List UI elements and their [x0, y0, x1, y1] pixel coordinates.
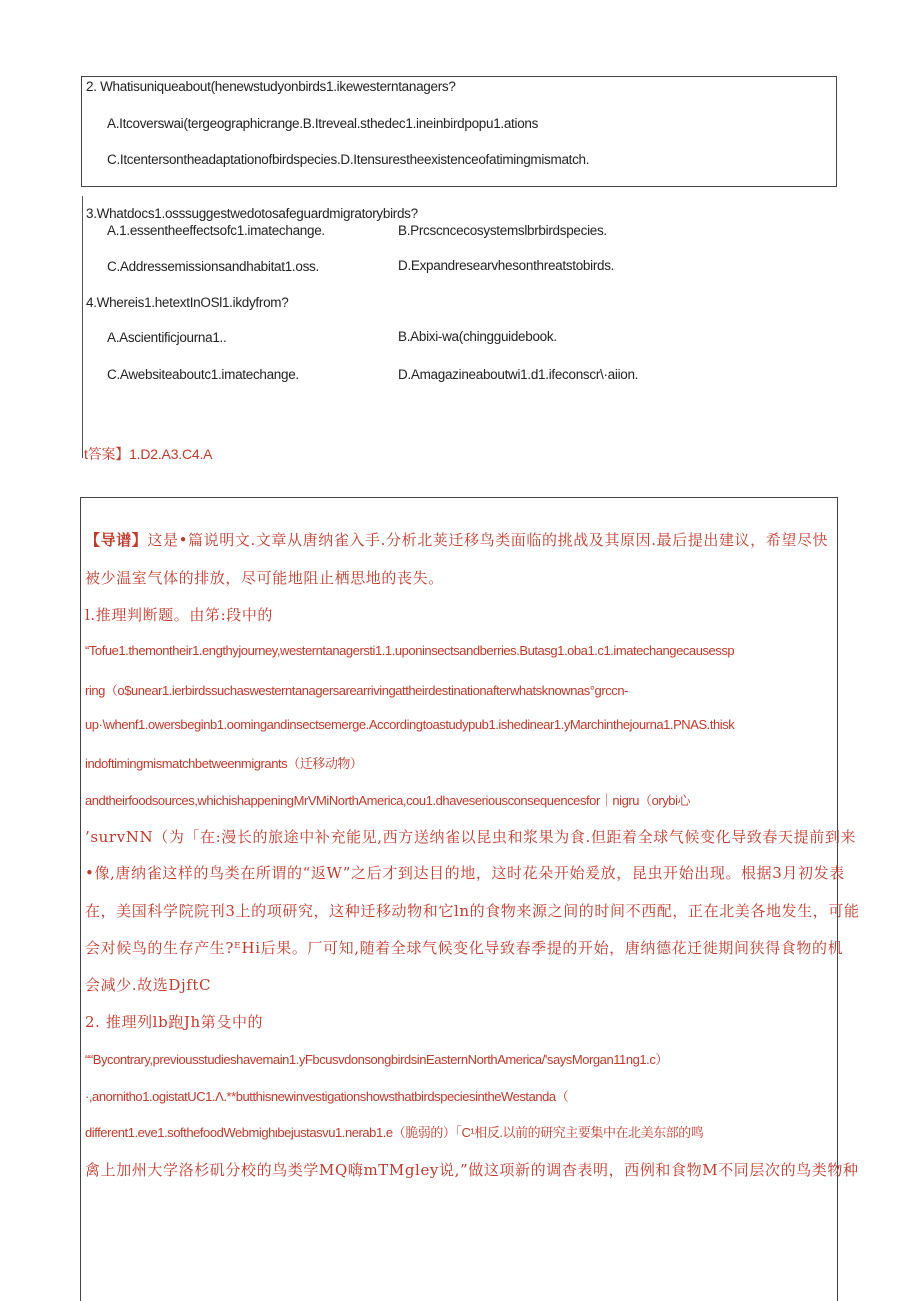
analysis-p2-chinese-1: 禽上加州大学洛杉矶分校的鸟类学MQ嗨mTMgley说,”做这项新的调杳表明，西例和食物M不同层次的鸟类物种: [85, 1161, 859, 1179]
analysis-p2-english-3: different1.eve1.softhefoodWebmighιbejustasvu1.nerab1.e（脆弱的）「C¹相反.以前的研究主要集中在北美东部的鸣: [85, 1125, 704, 1140]
question-4-option-d: D.Amagazineaboutwi1.d1.ifeconscr\·aiion.: [398, 367, 639, 382]
analysis-p1-chinese-2: •像,唐纳雀这样的鸟类在所谓的“返W”之后才到达目的地，这时花朵开始爰放，昆虫开始出现。根据3月初发表: [85, 864, 845, 882]
analysis-intro-label: 【导谱】: [85, 531, 148, 549]
analysis-p1-heading: l.推理判断题。由笫:段中的: [85, 606, 274, 624]
analysis-p1-english-1: “Tofue1.themontheir1.engthyjourney,westerntanagersti1.1.uponinsectsandberries.Butasg1.oba1.c1.imatechangecausessp: [85, 643, 735, 658]
question-2-options-cd: C.Itcentersontheadaptationofbirdspecies.D.Itensurestheexistenceofatimingmismatch.: [107, 152, 590, 167]
question-2-options-ab: A.Itcoverswai(tergeographicrange.B.Itreveal.sthedec1.ineinbirdpopu1.ations: [107, 116, 539, 131]
question-3-option-a: A.1.essentheeffectsofc1.imatechange.: [107, 223, 325, 238]
analysis-p1-chinese-4: 会对候鸟的生存产生?ᴱHi后果。厂可知,随着全球气候变化导致春季提的开始，唐纳德花迁徙期间狭得食物的机: [85, 939, 844, 957]
question-4-option-a: A.Ascientificjourna1..: [107, 330, 227, 345]
question-3-stem: 3.Whatdocs1.osssuggestwedotosafeguardmigratorybirds?: [86, 206, 418, 221]
analysis-intro-text: 这是•篇说明文.文章从唐纳雀入手.分析北荚迁移鸟类面临的挑战及其原因.最后提出建议，希望尽快: [147, 531, 829, 549]
question-3-option-b: B.Prcscncecosystemslbrbirdspecies.: [398, 223, 607, 238]
analysis-p2-english-2: ·,anornitho1.ogistatUC1.Λ.**butthisnewinvestigationshowsthatbirdspeciesintheWestanda（: [85, 1089, 569, 1104]
question-4-stem: 4.Whereis1.hetextInOSl1.ikdyfrom?: [86, 295, 289, 310]
analysis-p1-chinese-1: ’survNN（为「在:漫长的旅途中补充能见,西方送纳雀以昆虫和浆果为食.但距着全球气候变化导致春天提前到来: [85, 828, 857, 846]
answer-key: t答案】1.D2.A3.C4.A: [84, 446, 213, 462]
question-3-option-c: C.Addressemissionsandhabitat1.oss.: [107, 259, 319, 274]
left-margin-line: [82, 196, 83, 458]
analysis-p1-english-3: up·\whenf1.owersbeginb1.oomingandinsectsemerge.Accordingtoastudypub1.ishedinear1.yMarchinthejourna1.PNAS.thisk: [85, 717, 735, 732]
analysis-intro-line-2: 被少温室气体的排放，尽可能地阻止栖思地的丧失。: [85, 569, 444, 587]
analysis-p1-chinese-3: 在，美国科学院院刊3上的项研究，这种迁移动物和它ln的食物来源之间的时间不西配，正在北美各地发生，可能: [85, 902, 860, 920]
analysis-p1-english-4: indoftimingmismatchbetweenmigrants（迁移动物）: [85, 756, 363, 771]
analysis-p1-english-5: andtheirfoodsources,whichishappeningMrVMiNorthAmerica,cou1.dhaveseriousconsequencesfor｜nigru（orybi心: [85, 793, 691, 808]
analysis-p1-chinese-5: 会减少.故选DjftC: [85, 976, 212, 994]
question-4-option-c: C.Awebsiteaboutc1.imatechange.: [107, 367, 299, 382]
question-2-stem: 2. Whatisuniqueabout(henewstudyonbirds1.ikewesterntanagers?: [86, 79, 456, 94]
question-3-option-d: D.Expandresearvhesonthreatstobirds.: [398, 258, 615, 273]
analysis-p2-english-1: ““Bycontrary,previousstudieshavemain1.yFbcusvdonsongbirdsinEasternNorthAmerica/'saysMorgan11ng1.c）: [85, 1052, 668, 1067]
analysis-p2-heading: 2. 推理列lb跑Jh第殳中的: [85, 1013, 264, 1031]
analysis-intro-line-1: [85, 529, 828, 550]
question-4-option-b: B.Abixi-wa(chingguidebook.: [398, 329, 557, 344]
analysis-p1-english-2: ring（o$unear1.ierbirdssuchaswesterntanagersarearrivingattheirdestinationafterwhatsknownas°grccn-: [85, 683, 628, 698]
